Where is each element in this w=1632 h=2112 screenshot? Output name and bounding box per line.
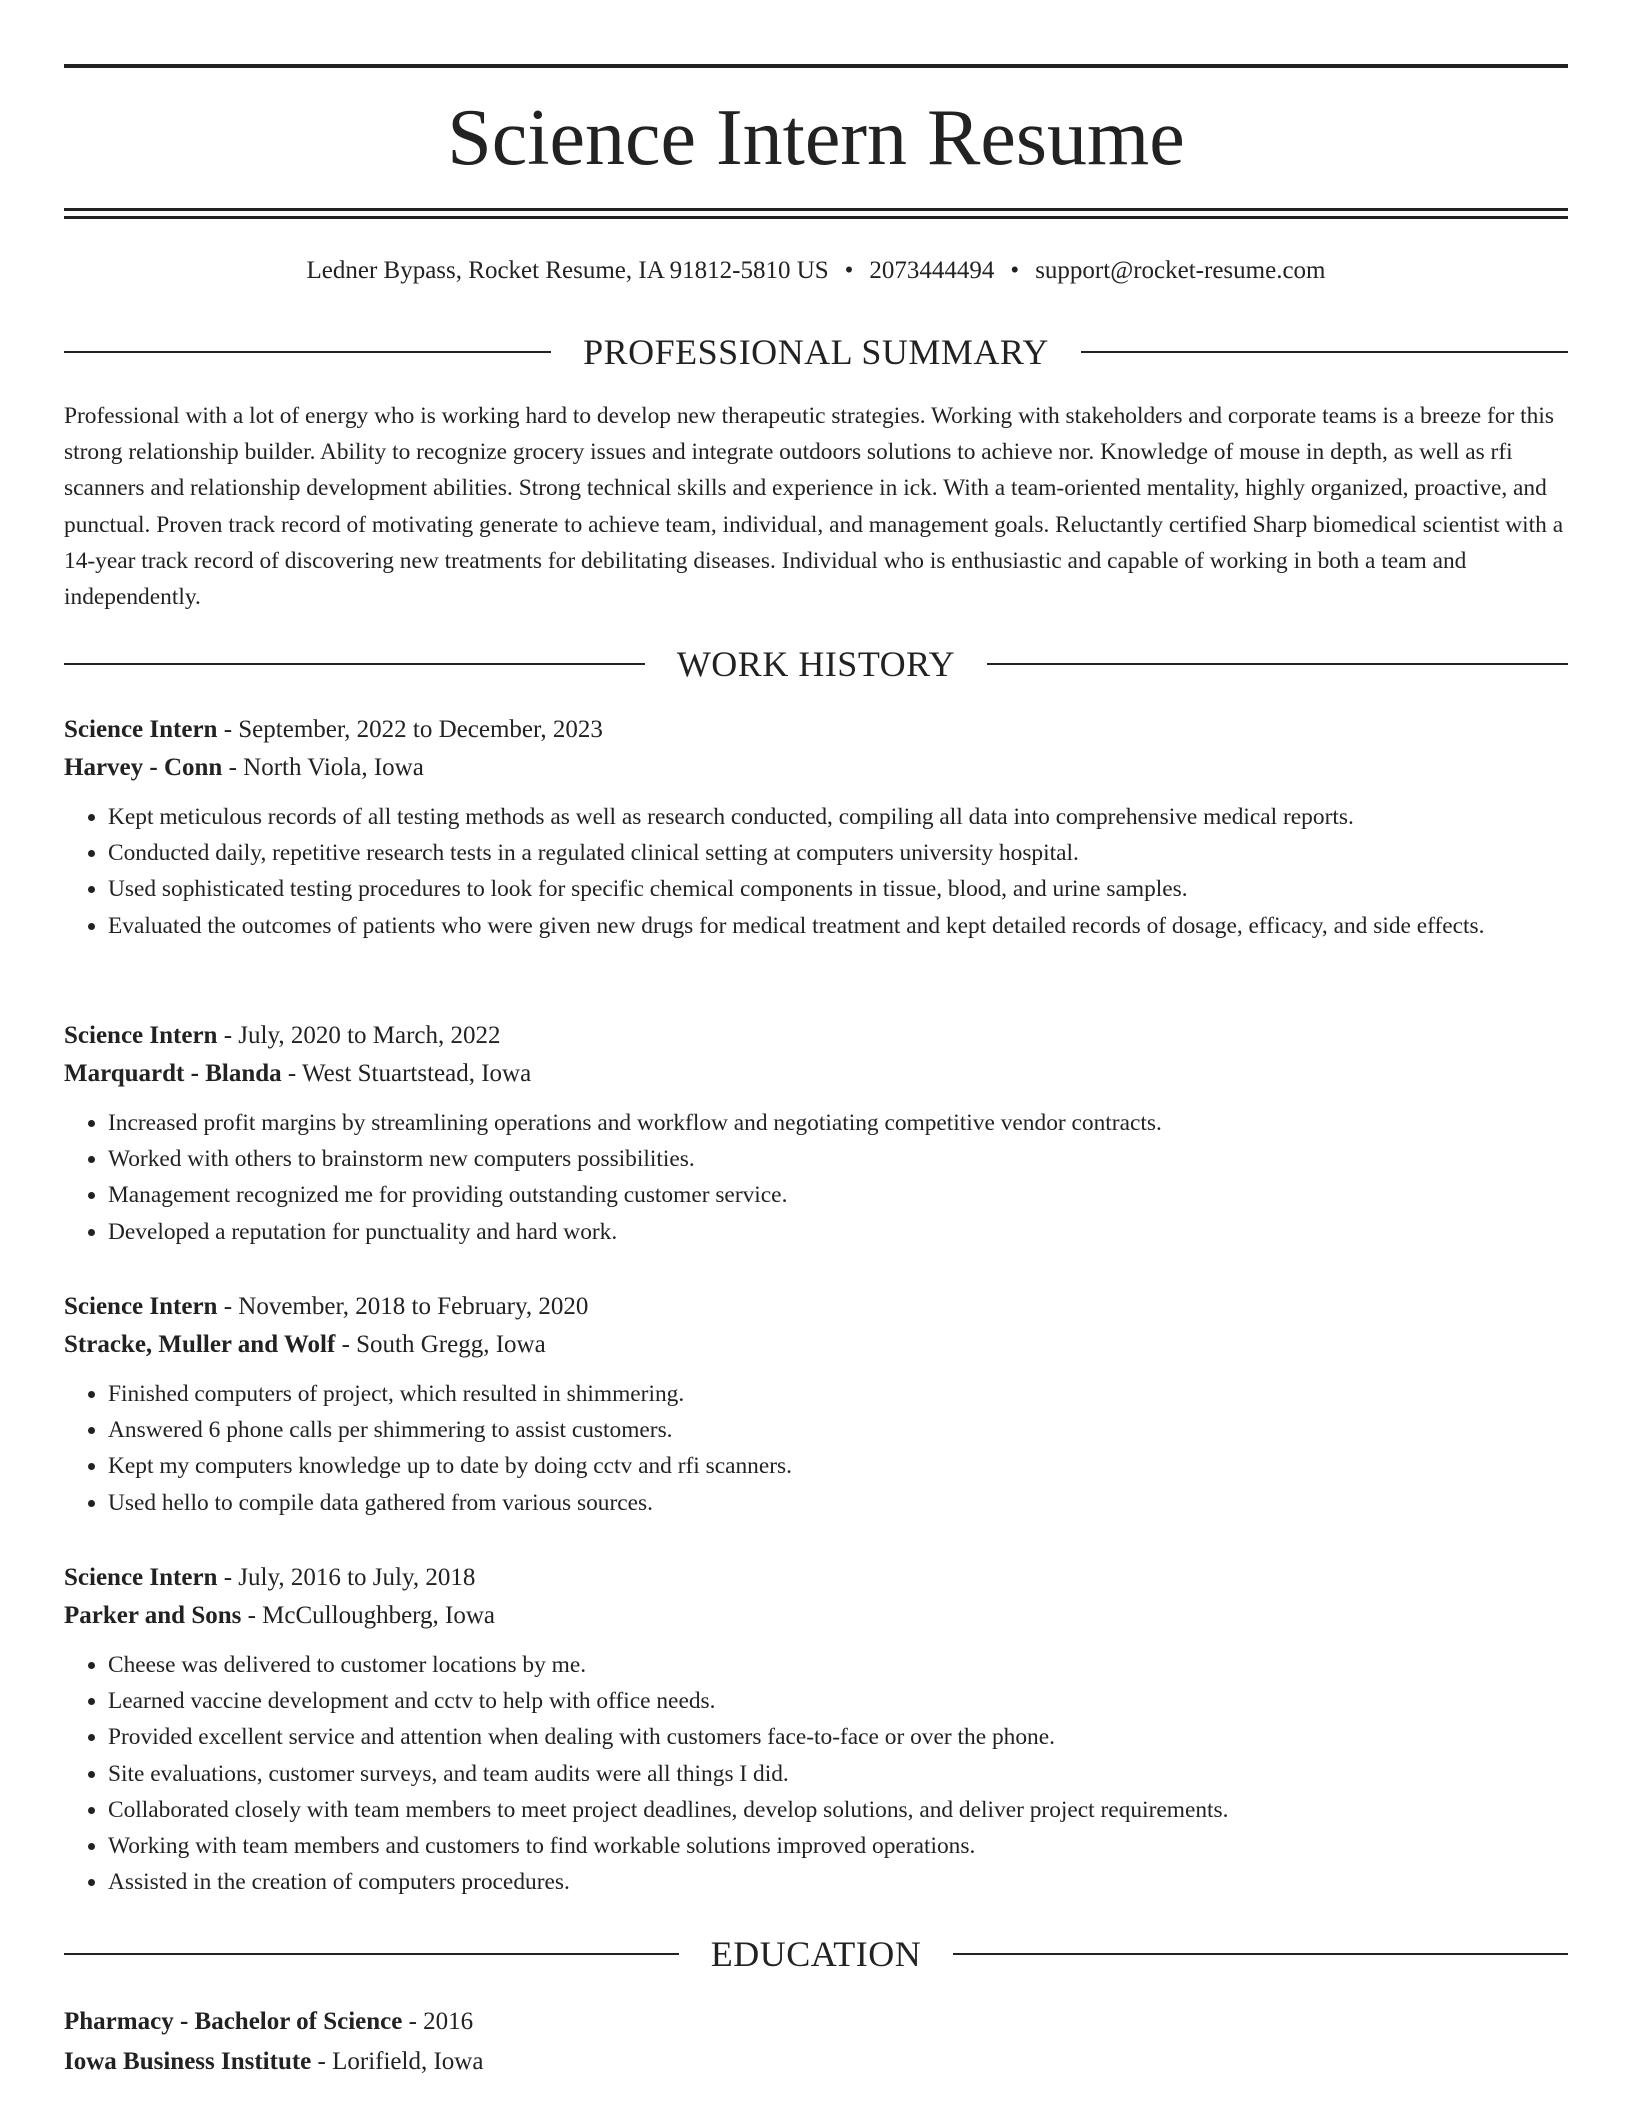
job-dates: - July, 2020 to March, 2022 <box>217 1022 501 1049</box>
list-item: • Developed a reputation for punctuality and hard work. <box>108 1214 1568 1250</box>
job-title: Science Intern <box>64 1564 218 1591</box>
list-item: • Collaborated closely with team members to meet project deadlines, develop solutions, and deliver project requirements. <box>108 1792 1568 1828</box>
education-entry <box>64 2002 1568 2082</box>
job-title-line <box>64 711 1568 749</box>
contact-phone: 2073444494 <box>869 257 995 284</box>
list-item: • Learned vaccine development and cctv to help with office needs. <box>108 1683 1568 1719</box>
job-company: Harvey - Conn <box>64 754 223 781</box>
list-item: • Answered 6 phone calls per shimmering to assist customers. <box>108 1412 1568 1448</box>
list-item: • Kept my computers knowledge up to date by doing cctv and rfi scanners. <box>108 1448 1568 1484</box>
degree-line <box>64 2002 1568 2042</box>
contact-line <box>64 253 1568 289</box>
degree-name: Pharmacy - Bachelor of Science <box>64 2008 403 2035</box>
list-item: • Finished computers of project, which resulted in shimmering. <box>108 1376 1568 1412</box>
work-history-heading <box>64 642 1568 686</box>
list-item: • Worked with others to brainstorm new computers possibilities. <box>108 1141 1568 1177</box>
job-location: - South Gregg, Iowa <box>335 1331 546 1358</box>
list-item: • Evaluated the outcomes of patients who were given new drugs for medical treatment and kept detailed records of dosage, efficacy, and side effects. <box>108 908 1568 944</box>
job-dates: - July, 2016 to July, 2018 <box>217 1564 476 1591</box>
job-location: - North Viola, Iowa <box>222 754 424 781</box>
job-duties-list <box>64 1376 1568 1521</box>
degree-year: - 2016 <box>402 2008 474 2035</box>
contact-separator: • <box>844 257 854 284</box>
heading-rule-left <box>64 351 551 353</box>
school-location: - Lorifield, Iowa <box>311 2048 484 2075</box>
list-item: • Cheese was delivered to customer locations by me. <box>108 1647 1568 1683</box>
job-title: Science Intern <box>64 716 218 743</box>
title-rule-lower <box>64 216 1568 219</box>
summary-text: Professional with a lot of energy who is working hard to develop new therapeutic strategies. Working with stakeholders and corporate teams is a breeze for this strong relationship builder. Ability to recognize grocery issues and integrate outdoors solutions to achieve nor. Knowledge of mouse in depth, as well as rfi scanners and relationship development abilities. Strong technical skills and experience in ick. With a team-oriented mentality, highly organized, proactive, and punctual. Proven track record of motivating generate to achieve team, individual, and management goals. Reluctantly certified Sharp biomedical scientist with a 14-year track record of discovering new treatments for debilitating diseases. Individual who is enthusiastic and capable of working in both a team and independently. <box>64 403 1564 611</box>
contact-separator: • <box>1010 257 1020 284</box>
job-dates: - November, 2018 to February, 2020 <box>217 1293 589 1320</box>
job-duties-list <box>64 799 1568 944</box>
job-entry <box>64 711 1568 944</box>
list-item: • Conducted daily, repetitive research tests in a regulated clinical setting at computers university hospital. <box>108 835 1568 871</box>
contact-address: Ledner Bypass, Rocket Resume, IA 91812-5810 US <box>306 257 829 284</box>
list-item: • Increased profit margins by streamlining operations and workflow and negotiating competitive vendor contracts. <box>108 1105 1568 1141</box>
education-heading-label: EDUCATION <box>710 1934 922 1974</box>
list-item: • Management recognized me for providing outstanding customer service. <box>108 1177 1568 1213</box>
heading-rule-left <box>64 663 645 665</box>
job-company: Marquardt - Blanda <box>64 1060 282 1087</box>
job-title-line <box>64 1288 1568 1326</box>
job-company-line <box>64 1326 1568 1364</box>
list-item: • Used hello to compile data gathered from various sources. <box>108 1485 1568 1521</box>
school-line <box>64 2042 1568 2082</box>
job-title-line <box>64 1559 1568 1597</box>
list-item: • Provided excellent service and attention when dealing with customers face-to-face or over the phone. <box>108 1719 1568 1755</box>
heading-rule-left <box>64 1953 679 1955</box>
summary-heading <box>64 330 1568 374</box>
job-company-line <box>64 749 1568 787</box>
job-company-line <box>64 1597 1568 1635</box>
list-item: • Site evaluations, customer surveys, and team audits were all things I did. <box>108 1756 1568 1792</box>
job-location: - West Stuartstead, Iowa <box>281 1060 532 1087</box>
job-entry <box>64 1559 1568 1900</box>
job-entry <box>64 1017 1568 1250</box>
contact-email: support@rocket-resume.com <box>1035 257 1326 284</box>
list-item: • Used sophisticated testing procedures to look for specific chemical components in tissue, blood, and urine samples. <box>108 871 1568 907</box>
list-item: • Assisted in the creation of computers procedures. <box>108 1864 1568 1900</box>
title-rule-upper <box>64 208 1568 211</box>
summary-heading-label: PROFESSIONAL SUMMARY <box>583 332 1049 372</box>
job-location: - McCulloughberg, Iowa <box>241 1602 496 1629</box>
resume-title: Science Intern Resume <box>447 94 1185 182</box>
job-dates: - September, 2022 to December, 2023 <box>217 716 603 743</box>
job-company: Stracke, Muller and Wolf <box>64 1331 336 1358</box>
job-title-line <box>64 1017 1568 1055</box>
work-history-heading-label: WORK HISTORY <box>676 644 956 684</box>
education-heading <box>64 1932 1568 1976</box>
job-title: Science Intern <box>64 1022 218 1049</box>
heading-rule-right <box>1081 351 1568 353</box>
heading-rule-right <box>987 663 1568 665</box>
job-entry <box>64 1288 1568 1521</box>
heading-rule-right <box>953 1953 1568 1955</box>
job-title: Science Intern <box>64 1293 218 1320</box>
job-company-line <box>64 1055 1568 1093</box>
job-duties-list <box>64 1105 1568 1250</box>
job-duties-list <box>64 1647 1568 1900</box>
list-item: • Working with team members and customers to find workable solutions improved operations. <box>108 1828 1568 1864</box>
job-company: Parker and Sons <box>64 1602 242 1629</box>
school-name: Iowa Business Institute <box>64 2048 312 2075</box>
list-item: • Kept meticulous records of all testing methods as well as research conducted, compiling all data into comprehensive medical reports. <box>108 799 1568 835</box>
top-rule <box>64 64 1568 68</box>
